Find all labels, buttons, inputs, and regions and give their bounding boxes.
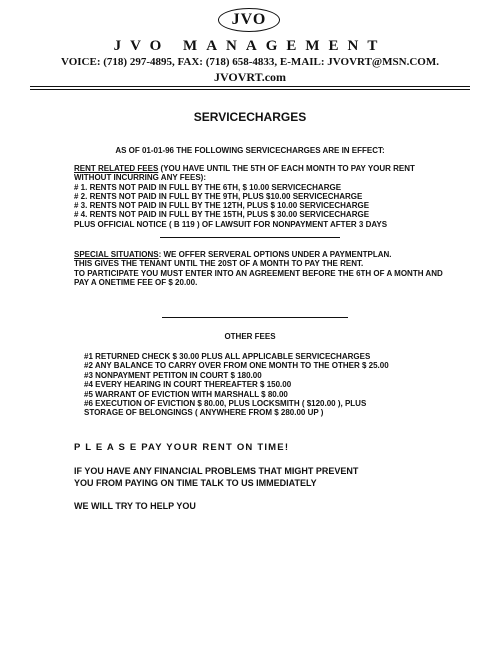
help-notice: WE WILL TRY TO HELP YOU <box>74 501 196 511</box>
other-fees-heading: OTHER FEES <box>224 332 276 341</box>
list-item: #3 NONPAYMENT PETITON IN COURT $ 180.00 <box>84 370 262 380</box>
rent-fees-section <box>74 164 454 229</box>
list-item: #2 ANY BALANCE TO CARRY OVER FROM ONE MONTH TO THE OTHER $ 25.00 <box>84 361 389 371</box>
company-name: JVO MANAGEMENT <box>113 38 387 54</box>
header-divider <box>30 86 470 87</box>
rent-fees-intro <box>74 164 454 183</box>
rent-fees-intro-text: (YOU HAVE UNTIL THE 5TH OF EACH MONTH TO PAY YOUR RENT WITHOUT INCURRING ANY FEES): <box>74 164 415 183</box>
list-item: #4 EVERY HEARING IN COURT THEREAFTER $ 150.00 <box>84 380 292 390</box>
rent-fees-heading: RENT RELATED FEES <box>74 164 159 173</box>
contact-line: VOICE: (718) 297-4895, FAX: (718) 658-4833, E-MAIL: JVOVRT@MSN.COM. <box>61 56 439 68</box>
list-item: #6 EXECUTION OF EVICTION $ 80.00, PLUS LOCKSMITH ( $120.00 ), PLUS STORAGE OF BELONGINGS ( ANYWHERE FROM $ 280.00 UP ) <box>84 399 367 418</box>
other-fees-list <box>84 352 454 418</box>
list-item: # 4. RENTS NOT PAID IN FULL BY THE 15TH, PLUS $ 30.00 SERVICECHARGE <box>74 210 370 220</box>
list-item: PLUS OFFICIAL NOTICE ( B 119 ) OF LAWSUIT FOR NONPAYMENT AFTER 3 DAYS <box>74 219 388 229</box>
company-logo: JVO <box>218 8 280 32</box>
list-item: #1 RETURNED CHECK $ 30.00 PLUS ALL APPLICABLE SERVICECHARGES <box>84 352 371 361</box>
list-item: #5 WARRANT OF EVICTION WITH MARSHALL $ 80.00 <box>84 389 288 399</box>
section-divider <box>160 237 340 238</box>
list-item: # 3. RENTS NOT PAID IN FULL BY THE 12TH, PLUS $ 10.00 SERVICECHARGE <box>74 201 370 211</box>
list-item: # 2. RENTS NOT PAID IN FULL BY THE 9TH, PLUS $10.00 SERVICECHARGE <box>74 191 363 201</box>
special-situations-heading: SPECIAL SITUATIONS <box>74 250 159 259</box>
header-divider-secondary <box>30 89 470 90</box>
special-situations-section <box>74 250 454 287</box>
financial-problems-notice: IF YOU HAVE ANY FINANCIAL PROBLEMS THAT MIGHT PREVENT YOU FROM PAYING ON TIME TALK TO US IMMEDIATELY <box>74 466 359 488</box>
special-situations-intro-text: : WE OFFER SERVERAL OPTIONS UNDER A PAYMENTPLAN. <box>158 250 392 259</box>
special-situations-line: THIS GIVES THE TENANT UNTIL THE 20ST OF A MONTH TO PAY THE RENT. <box>74 259 364 269</box>
list-item: # 1. RENTS NOT PAID IN FULL BY THE 6TH, $ 10.00 SERVICECHARGE <box>74 182 342 192</box>
page-title: SERVICECHARGES <box>193 110 307 124</box>
effective-date-line: AS OF 01-01-96 THE FOLLOWING SERVICECHARGES ARE IN EFFECT: <box>115 146 385 155</box>
special-situations-intro <box>74 250 454 259</box>
pay-on-time-notice: P L E A S E PAY YOUR RENT ON TIME! <box>74 442 290 453</box>
section-divider <box>162 317 348 318</box>
website: JVOVRT.com <box>213 70 287 84</box>
special-situations-line: TO PARTICIPATE YOU MUST ENTER INTO AN AGREEMENT BEFORE THE 6TH OF A MONTH AND PAY A ONETIME FEE OF $ 20.00. <box>74 268 443 287</box>
